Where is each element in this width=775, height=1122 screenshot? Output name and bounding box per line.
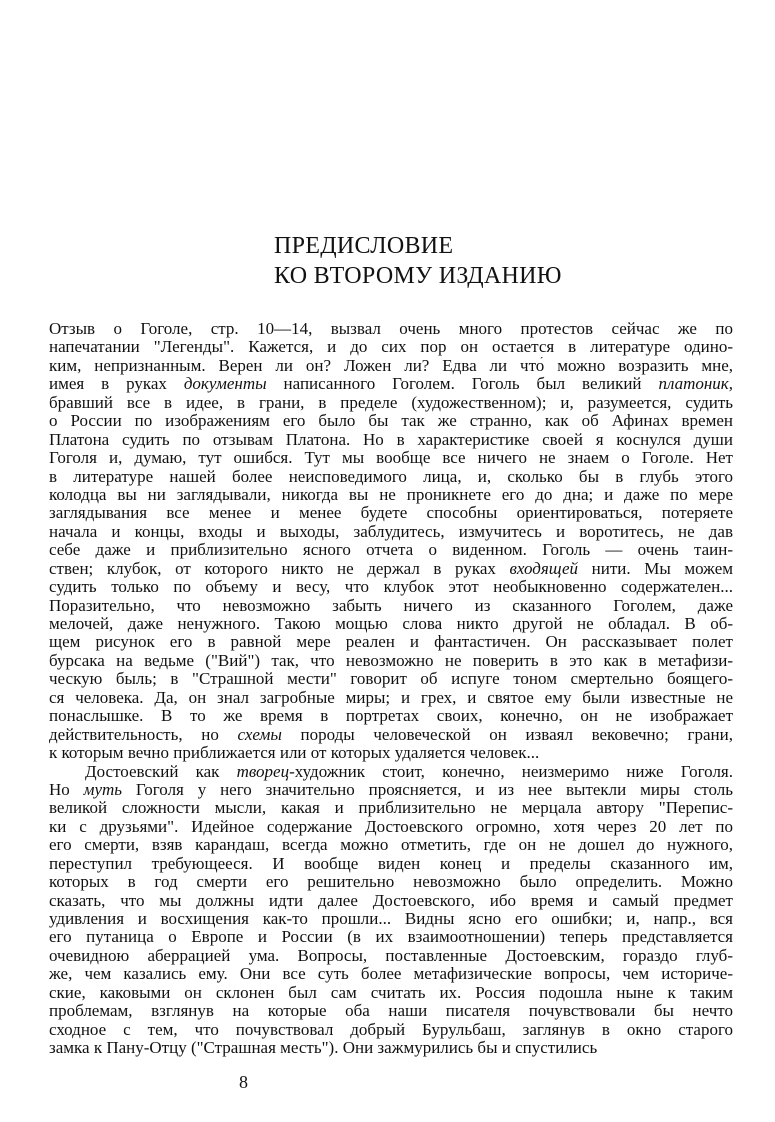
text-line: заглядывания все менее и менее будете способны ориентироваться, потеряете (49, 504, 733, 523)
text-line: же, чем казались ему. Они все суть более метафизические вопросы, чем историче- (49, 965, 733, 984)
text-line: удивления и восхищения как-то прошли... Видны ясно его ошибки; и, напр., вся (49, 910, 733, 928)
title-line-1: ПРЕДИСЛОВИЕ (274, 233, 454, 259)
text-line: Поразительно, что невозможно забыть ничего из сказанного Гоголем, даже (49, 596, 733, 615)
text-line: в литературе нашей более неисповедимого лица, и, сколько бы в глубь этого (49, 467, 733, 486)
text-line: которых в год смерти его решительно невозможно было определить. Можно (49, 873, 733, 892)
title-line-2: КО ВТОРОМУ ИЗДАНИЮ (274, 263, 562, 289)
text-line: ки с друзьями". Идейное содержание Достоевского огромно, хотя через 20 лет по (49, 817, 733, 836)
text-line: ские, каковыми он склонен был сам считать их. Россия подошла ныне к таким (49, 983, 733, 1002)
paragraph (49, 320, 733, 763)
text-line: очевидною аберрацией ума. Вопросы, поставленные Достоевским, гораздо глуб- (49, 946, 733, 965)
emphasis: творец (236, 762, 290, 781)
text-line: бравший все в идее, в грани, в пределе (художественном); и, разумеется, судить (49, 393, 733, 412)
emphasis: схемы (237, 725, 282, 744)
emphasis: входящей (509, 559, 579, 578)
text-line: имея в руках документы написанного Гоголем. Гоголь был великий платоник, (49, 375, 733, 394)
text-line: проблемам, взглянув на которые оба наши писателя почувствовали бы нечто (49, 1002, 733, 1021)
text-line: ким, непризнанным. Верен ли он? Ложен ли? Едва ли что́ можно возразить мне, (49, 356, 733, 375)
text-line: замка к Пану-Отцу ("Страшная месть"). Они зажмурились бы и спустились (49, 1039, 598, 1058)
text-line: начала и концы, входы и выходы, заблудитесь, измучитесь и воротитесь, не дав (49, 522, 733, 541)
text-line: колодца вы ни заглядывали, никогда вы не проникнете его до дна; и даже по мере (49, 485, 733, 504)
emphasis: документы (183, 375, 267, 394)
page-title (274, 231, 562, 291)
text-line: щем рисунок его в равной мере реален и фантастичен. Он рассказывает полет (49, 633, 733, 652)
text-line: Отзыв о Гоголе, стр. 10—14, вызвал очень много протестов сейчас же по (49, 320, 733, 338)
text-line: Гоголя и, думаю, тут ошибся. Тут мы вообще все ничего не знаем о Гоголе. Нет (49, 449, 733, 468)
text-line: ся человека. Да, он знал загробные миры; и грех, и святое ему были известные не (49, 688, 733, 707)
text-line: Платона судить по отзывам Платона. Но в характеристике своей я коснулся души (49, 430, 733, 449)
text-line: к которым вечно приближается или от которых удаляется человек... (49, 744, 540, 763)
text-line: себе даже и приблизительно ясного отчета о виденном. Гоголь — очень таин- (49, 541, 733, 560)
paragraph (49, 763, 733, 1058)
page-number: 8 (239, 1072, 248, 1092)
text-line: сказать, что мы должны идти далее Достоевского, ибо время и самый предмет (49, 891, 733, 910)
text-line: мелочей, даже ненужного. Такою мощью слова никто другой не обладал. В об- (49, 615, 733, 633)
emphasis: муть (83, 780, 123, 799)
text-line: ческую быль; в "Страшной мести" говорит об испуге тоном смертельно боящего- (49, 670, 733, 689)
body-text (49, 320, 733, 1058)
text-line: напечатании "Легенды". Кажется, и до сих пор он остается в литературе одино- (49, 338, 733, 357)
text-line: судить только по объему и весу, что клубок этот необыкновенно содержателен... (49, 578, 733, 597)
text-line: ствен; клубок, от которого никто не держал в руках входящей нити. Мы можем (49, 559, 733, 578)
text-line: великой сложности мысли, какая и приблизительно не мерцала автору "Перепис- (49, 799, 733, 818)
text-line: сходное с тем, что почувствовал добрый Бурульбаш, заглянув в окно старого (49, 1020, 733, 1039)
text-line: действительность, но схемы породы человеческой он изваял вековечно; грани, (49, 725, 733, 744)
text-line: бурсака на ведьме ("Вий") так, что невозможно не поверить в это как в метафизи- (49, 651, 733, 670)
text-line: Но муть Гоголя у него значительно проясняется, и из нее вытекли миры столь (49, 780, 733, 799)
emphasis: платоник, (658, 375, 733, 394)
text-line: Достоевский как творец-художник стоит, конечно, неизмеримо ниже Гоголя. (85, 762, 733, 781)
text-line: понаслышке. В то же время в портретах своих, конечно, он не изображает (49, 707, 733, 726)
text-line: его путаница о Европе и России (в их взаимоотношении) теперь представляется (49, 928, 733, 947)
text-line: переступил требующееся. И вообще виден конец и пределы сказанного им, (49, 854, 733, 873)
text-line: о России по изображениям его было бы так же странно, как об Афинах времен (49, 412, 733, 431)
text-line: его смерти, взяв карандаш, всегда можно отметить, где он не дошел до нужного, (49, 836, 733, 855)
